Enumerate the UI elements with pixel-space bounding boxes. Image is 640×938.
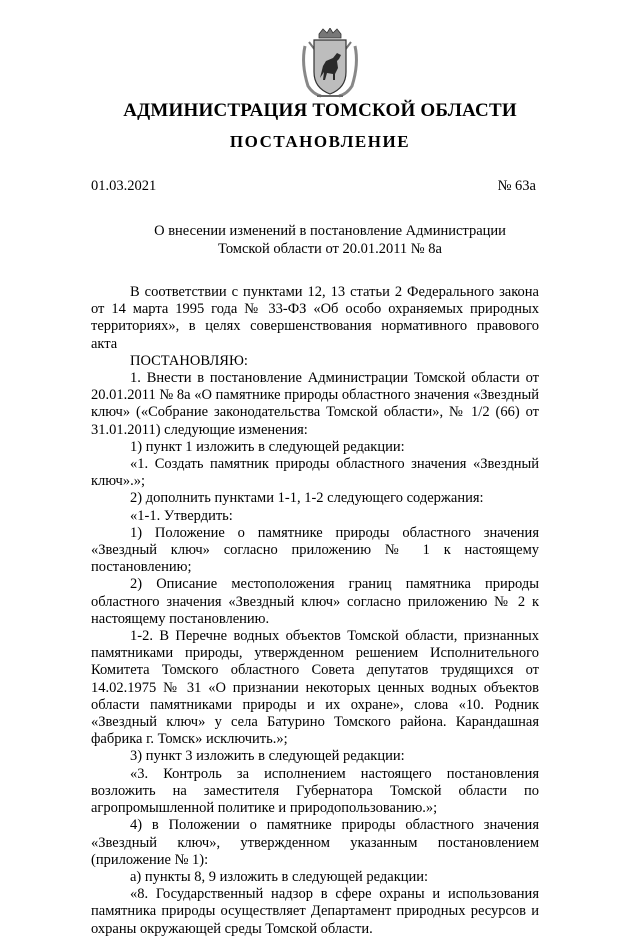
paragraph: ПОСТАНОВЛЯЮ:	[130, 352, 248, 369]
paragraph: 1-2. В Перечне водных объектов Томской области, признанных памятниками природы, утвержденном решением Исполнительного Комитета Томского областного Совета депутатов трудящихся от 14.02.1975 № 31 «О признании некоторых ценных водных объектов области памятниками природы и их охране», слова «10. Родник «Звездный ключ» у села Батурино Томского района. Карандашная фабрика г. Томск» исключить.»;	[91, 628, 539, 748]
document-number: № 63а	[497, 178, 536, 194]
paragraph: В соответствии с пунктами 12, 13 статьи 2 Федерального закона от 14 марта 1995 года № 33-ФЗ «Об особо охраняемых природных территориях», в целях совершенствования нормативного правового акта	[91, 284, 539, 352]
coat-of-arms-icon	[299, 28, 361, 100]
document-type: ПОСТАНОВЛЕНИЕ	[229, 132, 411, 151]
organization-name: АДМИНИСТРАЦИЯ ТОМСКОЙ ОБЛАСТИ	[123, 100, 517, 121]
paragraph: «1-1. Утвердить:	[130, 507, 233, 524]
subject-line: О внесении изменений в постановление Администрации	[154, 223, 506, 239]
paragraph: 2) дополнить пунктами 1-1, 1-2 следующего содержания:	[130, 490, 484, 507]
document-subject	[120, 222, 540, 258]
paragraph: 1) пункт 1 изложить в следующей редакции:	[130, 438, 405, 455]
paragraph: «3. Контроль за исполнением настоящего постановления возложить на заместителя Губернатора Томской области по агропромышленной политике и природопользованию.»;	[91, 765, 539, 817]
subject-line: Томской области от 20.01.2011 № 8а	[218, 241, 442, 257]
paragraph: а) пункты 8, 9 изложить в следующей редакции:	[130, 868, 429, 885]
paragraph: 4) в Положении о памятнике природы областного значения «Звездный ключ», утвержденном указанным постановлением (приложение № 1):	[91, 817, 539, 868]
paragraph: «1. Создать памятник природы областного значения «Звездный ключ».»;	[91, 456, 539, 490]
paragraph: «8. Государственный надзор в сфере охраны и использования памятника природы осуществляет Департамент природных ресурсов и охраны окружающей среды Томской области.	[91, 886, 539, 937]
document-body	[91, 284, 539, 938]
paragraph: 2) Описание местоположения границ памятника природы областного значения «Звездный ключ» согласно приложению № 2 к настоящему постановлению.	[91, 576, 539, 627]
paragraph: 1. Внести в постановление Администрации Томской области от 20.01.2011 № 8а «О памятнике природы областного значения «Звездный ключ» («Собрание законодательства Томской области», № 1/2 (66) от 31.01.2011) следующие изменения:	[91, 370, 539, 438]
paragraph: 3) пункт 3 изложить в следующей редакции:	[130, 748, 405, 765]
document-date: 01.03.2021	[91, 178, 157, 194]
paragraph: 1) Положение о памятнике природы областного значения «Звездный ключ» согласно приложению № 1 к настоящему постановлению;	[91, 524, 539, 576]
